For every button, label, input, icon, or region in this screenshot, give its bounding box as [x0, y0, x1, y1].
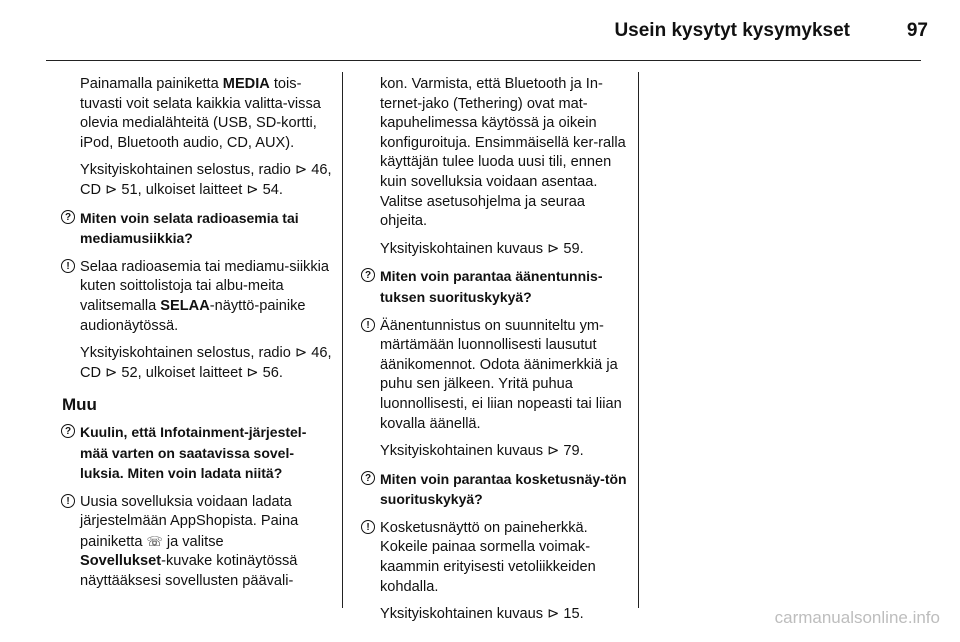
column-right — [362, 75, 628, 633]
paragraph-reference: Yksityiskohtainen kuvaus ⊳ 79. — [380, 443, 584, 460]
question-icon: ? — [61, 424, 75, 438]
question-icon: ? — [361, 268, 375, 282]
header-divider — [46, 60, 921, 61]
answer-apps: ! Uusia sovelluksia voidaan ladata järjestelmään AppShopista. Paina painiketta ☏ ja valitse Sovellukset-kuvake kotinäytössä näyttääksesi sovellusten päävali- — [62, 493, 332, 592]
section-title: Muu — [62, 395, 97, 415]
paragraph-reference: Yksityiskohtainen selostus, radio ⊳ 46, CD ⊳ 51, ulkoiset laitteet ⊳ 54. — [80, 162, 332, 198]
paragraph-media: Painamalla painiketta MEDIA tois-tuvasti voit selata kaikkia valitta-vissa olevia medialähteitä (USB, SD-kortti, iPod, Bluetooth audio, CD, AUX). — [80, 76, 321, 151]
column-divider-left — [342, 72, 343, 608]
answer-icon: ! — [361, 520, 375, 534]
media-keyword: MEDIA — [222, 76, 270, 92]
question-touch: ? Miten voin parantaa kosketusnäy-tön suorituskykyä? — [362, 470, 628, 511]
sovellukset-keyword: Sovellukset — [80, 553, 162, 570]
column-divider-right — [638, 72, 639, 608]
answer-icon: ! — [61, 259, 75, 273]
paragraph-reference: Yksityiskohtainen kuvaus ⊳ 15. — [380, 606, 584, 623]
answer-voice: ! Äänentunnistus on suunniteltu ym-märtämään luonnollisesti lausutut äänikomennot. Odota äänimerkkiä ja puhu sen jälkeen. Yritä puhua luonnollisesti, ei liian nopeasti tai liian kovalla äänellä. — [362, 317, 628, 435]
watermark: carmanualsonline.info — [774, 608, 940, 627]
column-left — [62, 75, 332, 600]
question-icon: ? — [361, 471, 375, 485]
answer-touch: ! Kosketusnäyttö on paineherkkä. Kokeile painaa sormella voimak-kaammin erityisesti vetoliikkeiden kohdalla. — [362, 519, 628, 597]
answer-icon: ! — [61, 494, 75, 508]
answer-icon: ! — [361, 318, 375, 332]
question-browse: ? Miten voin selata radioasemia tai mediamusiikkia? — [62, 209, 332, 250]
page-number: 97 — [906, 20, 928, 41]
question-icon: ? — [61, 210, 75, 224]
paragraph-reference: Yksityiskohtainen kuvaus ⊳ 59. — [380, 240, 584, 257]
phone-icon: ☏ — [146, 533, 163, 549]
question-voice: ? Miten voin parantaa äänentunnis-tuksen suorituskykyä? — [362, 267, 628, 308]
selaa-keyword: SELAA — [160, 297, 210, 314]
page-title: Usein kysytyt kysymykset — [614, 20, 850, 41]
paragraph-continuation: kon. Varmista, että Bluetooth ja In-ternet-jako (Tethering) ovat mat-kapuhelimessa käytössä ja oikein konfiguroituja. Ensimmäisellä ker-ralla käyttäjän tulee luoda uusi tili, ennen kuin sovelluksia voidaan asentaa. Valitse asetusohjelma ja seuraa ohjeita. — [380, 76, 626, 230]
question-apps: ? Kuulin, että Infotainment-järjestel-mää varten on saatavissa sovel-luksia. Miten voin ladata niitä? — [62, 423, 332, 485]
answer-browse: ! Selaa radioasemia tai mediamu-siikkia kuten soittolistoja tai albu-meita valitsemalla SELAA-näyttö-painike audionäytössä. — [62, 258, 332, 336]
paragraph-reference: Yksityiskohtainen selostus, radio ⊳ 46, CD ⊳ 52, ulkoiset laitteet ⊳ 56. — [80, 345, 332, 381]
